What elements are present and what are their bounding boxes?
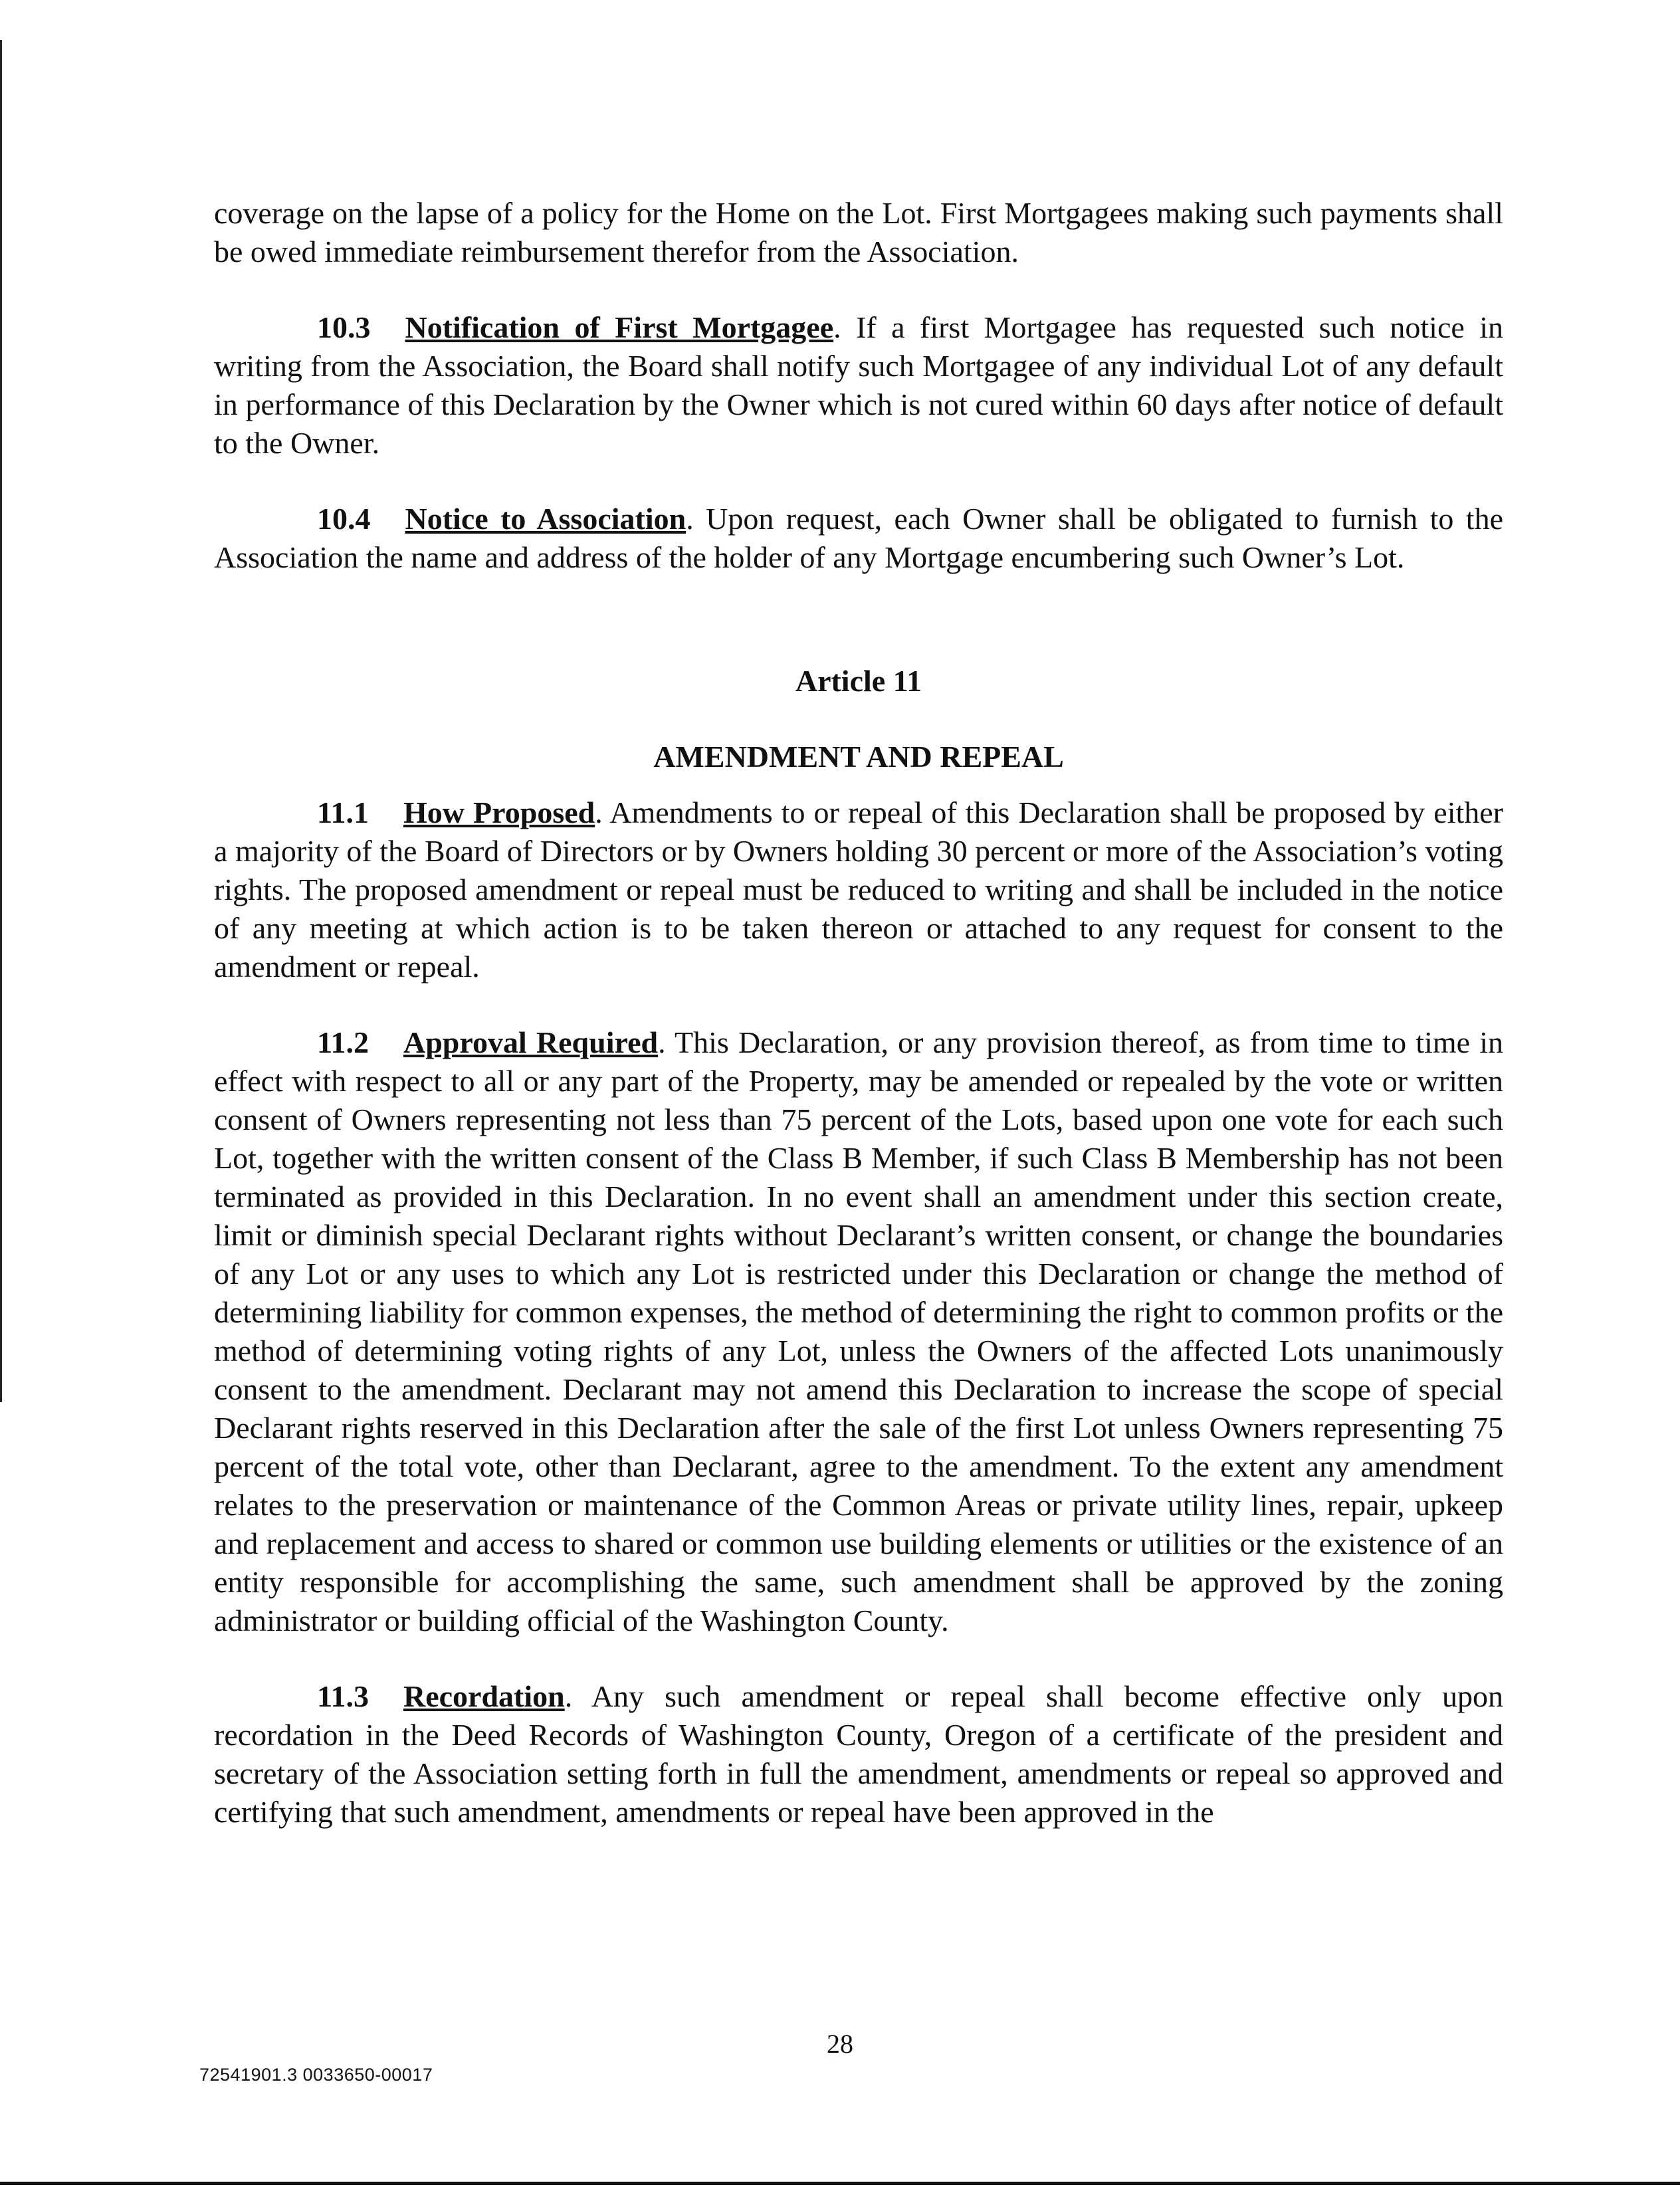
section-heading: Recordation xyxy=(403,1679,565,1713)
section-heading: Notice to Association xyxy=(405,502,686,536)
scan-bottom-edge-line xyxy=(0,2182,1680,2185)
section-11-3: 11.3 Recordation. Any such amendment or repeal shall become effective only upon recordation in the Deed Records of Washington County, Oregon of a certificate of the president and secretary of the Association setting forth in full the amendment, amendments or repeal so approved and certifying that such amendment, amendments or repeal have been approved in the xyxy=(214,1677,1503,1831)
section-body: Amendments to or repeal of this Declaration shall be proposed by either a majority of the Board of Directors or by Owners holding 30 percent or more of the Association’s voting rights. The proposed amendment or repeal must be reduced to writing and shall be included in the notice of any meeting at which action is to be taken thereon or attached to any request for consent to the amendment or repeal. xyxy=(214,795,1504,984)
section-heading: Notification of First Mortgagee xyxy=(405,310,834,344)
document-page xyxy=(214,194,1503,1831)
section-11-1: 11.1 How Proposed. Amendments to or repeal of this Declaration shall be proposed by either a majority of the Board of Directors or by Owners holding 30 percent or more of the Association’s voting rights. The proposed amendment or repeal must be reduced to writing and shall be included in the notice of any meeting at which action is to be taken thereon or attached to any request for consent to the amendment or repeal. xyxy=(214,793,1503,986)
intro-paragraph: coverage on the lapse of a policy for the Home on the Lot. First Mortgagees making such payments shall be owed immediate reimbursement therefor from the Association. xyxy=(214,196,1503,268)
section-heading: Approval Required xyxy=(403,1025,659,1059)
section-body: This Declaration, or any provision thereof, as from time to time in effect with respect to all or any part of the Property, may be amended or repealed by the vote or written consent of Owners representing not less than 75 percent of the Lots, based upon one vote for each such Lot, together with the written consent of the Class B Member, if such Class B Membership has not been terminated as provided in this Declaration. In no event shall an amendment under this section create, limit or diminish special Declarant rights without Declarant’s written consent, or change the boundaries of any Lot or any uses to which any Lot is restricted under this Declaration or change the method of determining liability for common expenses, the method of determining the right to common profits or the method of determining voting rights of any Lot, unless the Owners of the affected Lots unanimously consent to the amendment. Declarant may not amend this Declaration to increase the scope of special Declarant rights reserved in this Declaration after the sale of the first Lot unless Owners representing 75 percent of the total vote, other than Declarant, agree to the amendment. To the extent any amendment relates to the preservation or maintenance of the Common Areas or private utility lines, repair, upkeep and replacement and access to shared or common use building elements or utilities or the existence of an entity responsible for accomplishing the same, such amendment shall be approved by the zoning administrator or building official of the Washington County. xyxy=(214,1025,1504,1637)
section-11-2: 11.2 Approval Required. This Declaration, or any provision thereof, as from time to time in effect with respect to all or any part of the Property, may be amended or repealed by the vote or written consent of Owners representing not less than 75 percent of the Lots, based upon one vote for each such Lot, together with the written consent of the Class B Member, if such Class B Membership has not been terminated as provided in this Declaration. In no event shall an amendment under this section create, limit or diminish special Declarant rights without Declarant’s written consent, or change the boundaries of any Lot or any uses to which any Lot is restricted under this Declaration or change the method of determining liability for common expenses, the method of determining the right to common profits or the method of determining voting rights of any Lot, unless the Owners of the affected Lots unanimously consent to the amendment. Declarant may not amend this Declaration to increase the scope of special Declarant rights reserved in this Declaration after the sale of the first Lot unless Owners representing 75 percent of the total vote, other than Declarant, agree to the amendment. To the extent any amendment relates to the preservation or maintenance of the Common Areas or private utility lines, repair, upkeep and replacement and access to shared or common use building elements or utilities or the existence of an entity responsible for accomplishing the same, such amendment shall be approved by the zoning administrator or building official of the Washington County. xyxy=(214,1023,1503,1640)
section-heading: How Proposed xyxy=(403,795,595,829)
section-number: 11.3 xyxy=(317,1679,369,1713)
section-number: 11.2 xyxy=(317,1025,369,1059)
section-body: Any such amendment or repeal shall become effective only upon recordation in the Deed Records of Washington County, Oregon of a certificate of the president and secretary of the Association setting forth in full the amendment, amendments or repeal so approved and certifying that such amendment, amendments or repeal have been approved in the xyxy=(214,1679,1503,1829)
section-10-4: 10.4 Notice to Association. Upon request, each Owner shall be obligated to furnish to the Association the name and address of the holder of any Mortgage encumbering such Owner’s Lot. xyxy=(214,500,1503,577)
section-body: If a first Mortgagee has requested such notice in writing from the Association, the Board shall notify such Mortgagee of any individual Lot of any default in performance of this Declaration by the Owner which is not cured within 60 days after notice of default to the Owner. xyxy=(214,310,1504,460)
article-title: Article 11 xyxy=(795,664,922,698)
section-body: Upon request, each Owner shall be obligated to furnish to the Association the name and address of the holder of any Mortgage encumbering such Owner’s Lot. xyxy=(214,502,1503,574)
article-subtitle: AMENDMENT AND REPEAL xyxy=(653,740,1064,774)
document-id: 72541901.3 0033650-00017 xyxy=(199,2065,433,2085)
section-number: 10.4 xyxy=(317,502,371,536)
section-number: 10.3 xyxy=(317,310,371,344)
section-number: 11.1 xyxy=(317,795,369,829)
scan-left-edge-line xyxy=(0,40,2,1402)
section-10-3: 10.3 Notification of First Mortgagee. If a first Mortgagee has requested such notice in writing from the Association, the Board shall notify such Mortgagee of any individual Lot of any default in performance of this Declaration by the Owner which is not cured within 60 days after notice of default to the Owner. xyxy=(214,308,1503,463)
page-number: 28 xyxy=(827,2029,853,2059)
